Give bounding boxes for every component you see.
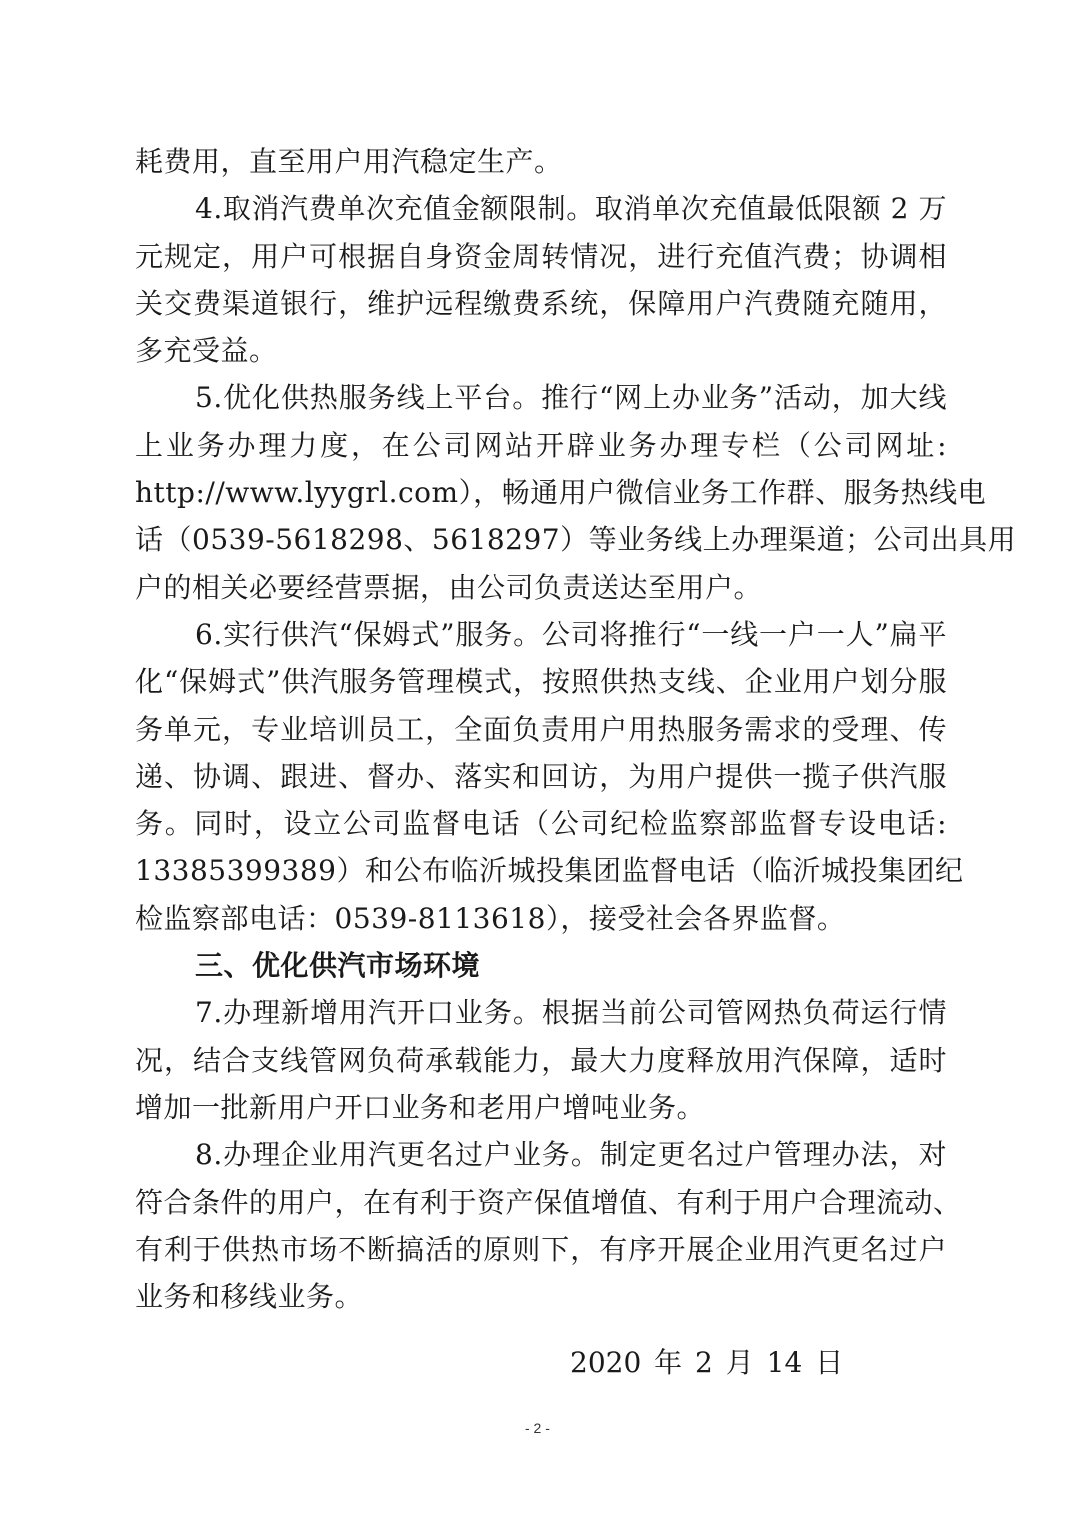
body-line: 符合条件的用户，在有利于资产保值增值、有利于用户合理流动、 (135, 1185, 962, 1219)
section-heading: 三、优化供汽市场环境 (195, 949, 481, 983)
item-5-title-line: 5.优化供热服务线上平台。推行“网上办业务”活动，加大线 (195, 381, 947, 415)
supervision-phone-line: 13385399389）和公布临沂城投集团监督电话（临沂城投集团纪 (135, 854, 964, 888)
hotline-line: 话（0539-5618298、5618297）等业务线上办理渠道；公司出具用 (135, 523, 1017, 557)
item-7-title-line: 7.办理新增用汽开口业务。根据当前公司管网热负荷运行情 (195, 996, 947, 1030)
document-body (135, 138, 1017, 1320)
body-line: 务单元，专业培训员工，全面负责用户用热服务需求的受理、传 (135, 712, 947, 746)
body-line: 化“保姆式”供汽服务管理模式，按照供热支线、企业用户划分服 (135, 665, 947, 699)
body-line: 上业务办理力度，在公司网站开辟业务办理专栏（公司网址: (135, 428, 947, 462)
body-line: 元规定，用户可根据自身资金周转情况，进行充值汽费；协调相 (135, 239, 947, 273)
page-number: - 2 - (525, 1420, 550, 1436)
item-6-title-line: 6.实行供汽“保姆式”服务。公司将推行“一线一户一人”扁平 (195, 617, 947, 651)
body-line: 增加一批新用户开口业务和老用户增吨业务。 (135, 1090, 706, 1124)
body-line: 业务和移线业务。 (135, 1280, 364, 1314)
item-8-title-line: 8.办理企业用汽更名过户业务。制定更名过户管理办法，对 (195, 1138, 947, 1172)
website-url-line: http://www.lyygrl.com），畅通用户微信业务工作群、服务热线电 (135, 476, 987, 510)
document-date: 2020 年 2 月 14 日 (570, 1346, 844, 1379)
body-line: 户的相关必要经营票据，由公司负责送达至用户。 (135, 570, 763, 604)
body-line: 多充受益。 (135, 334, 278, 368)
body-line: 务。同时，设立公司监督电话（公司纪检监察部监督专设电话: (135, 807, 947, 841)
body-line: 况，结合支线管网负荷承载能力，最大力度释放用汽保障，适时 (135, 1043, 947, 1077)
body-line: 耗费用，直至用户用汽稳定生产。 (135, 145, 563, 178)
item-4-title-line: 4.取消汽费单次充值金额限制。取消单次充值最低限额 2 万 (195, 192, 947, 226)
body-line: 有利于供热市场不断搞活的原则下，有序开展企业用汽更名过户 (135, 1232, 947, 1266)
body-line: 检监察部电话：0539-8113618），接受社会各界监督。 (135, 901, 846, 935)
body-line: 关交费渠道银行，维护远程缴费系统，保障用户汽费随充随用， (135, 286, 947, 320)
body-line: 递、协调、跟进、督办、落实和回访，为用户提供一揽子供汽服 (135, 759, 947, 793)
